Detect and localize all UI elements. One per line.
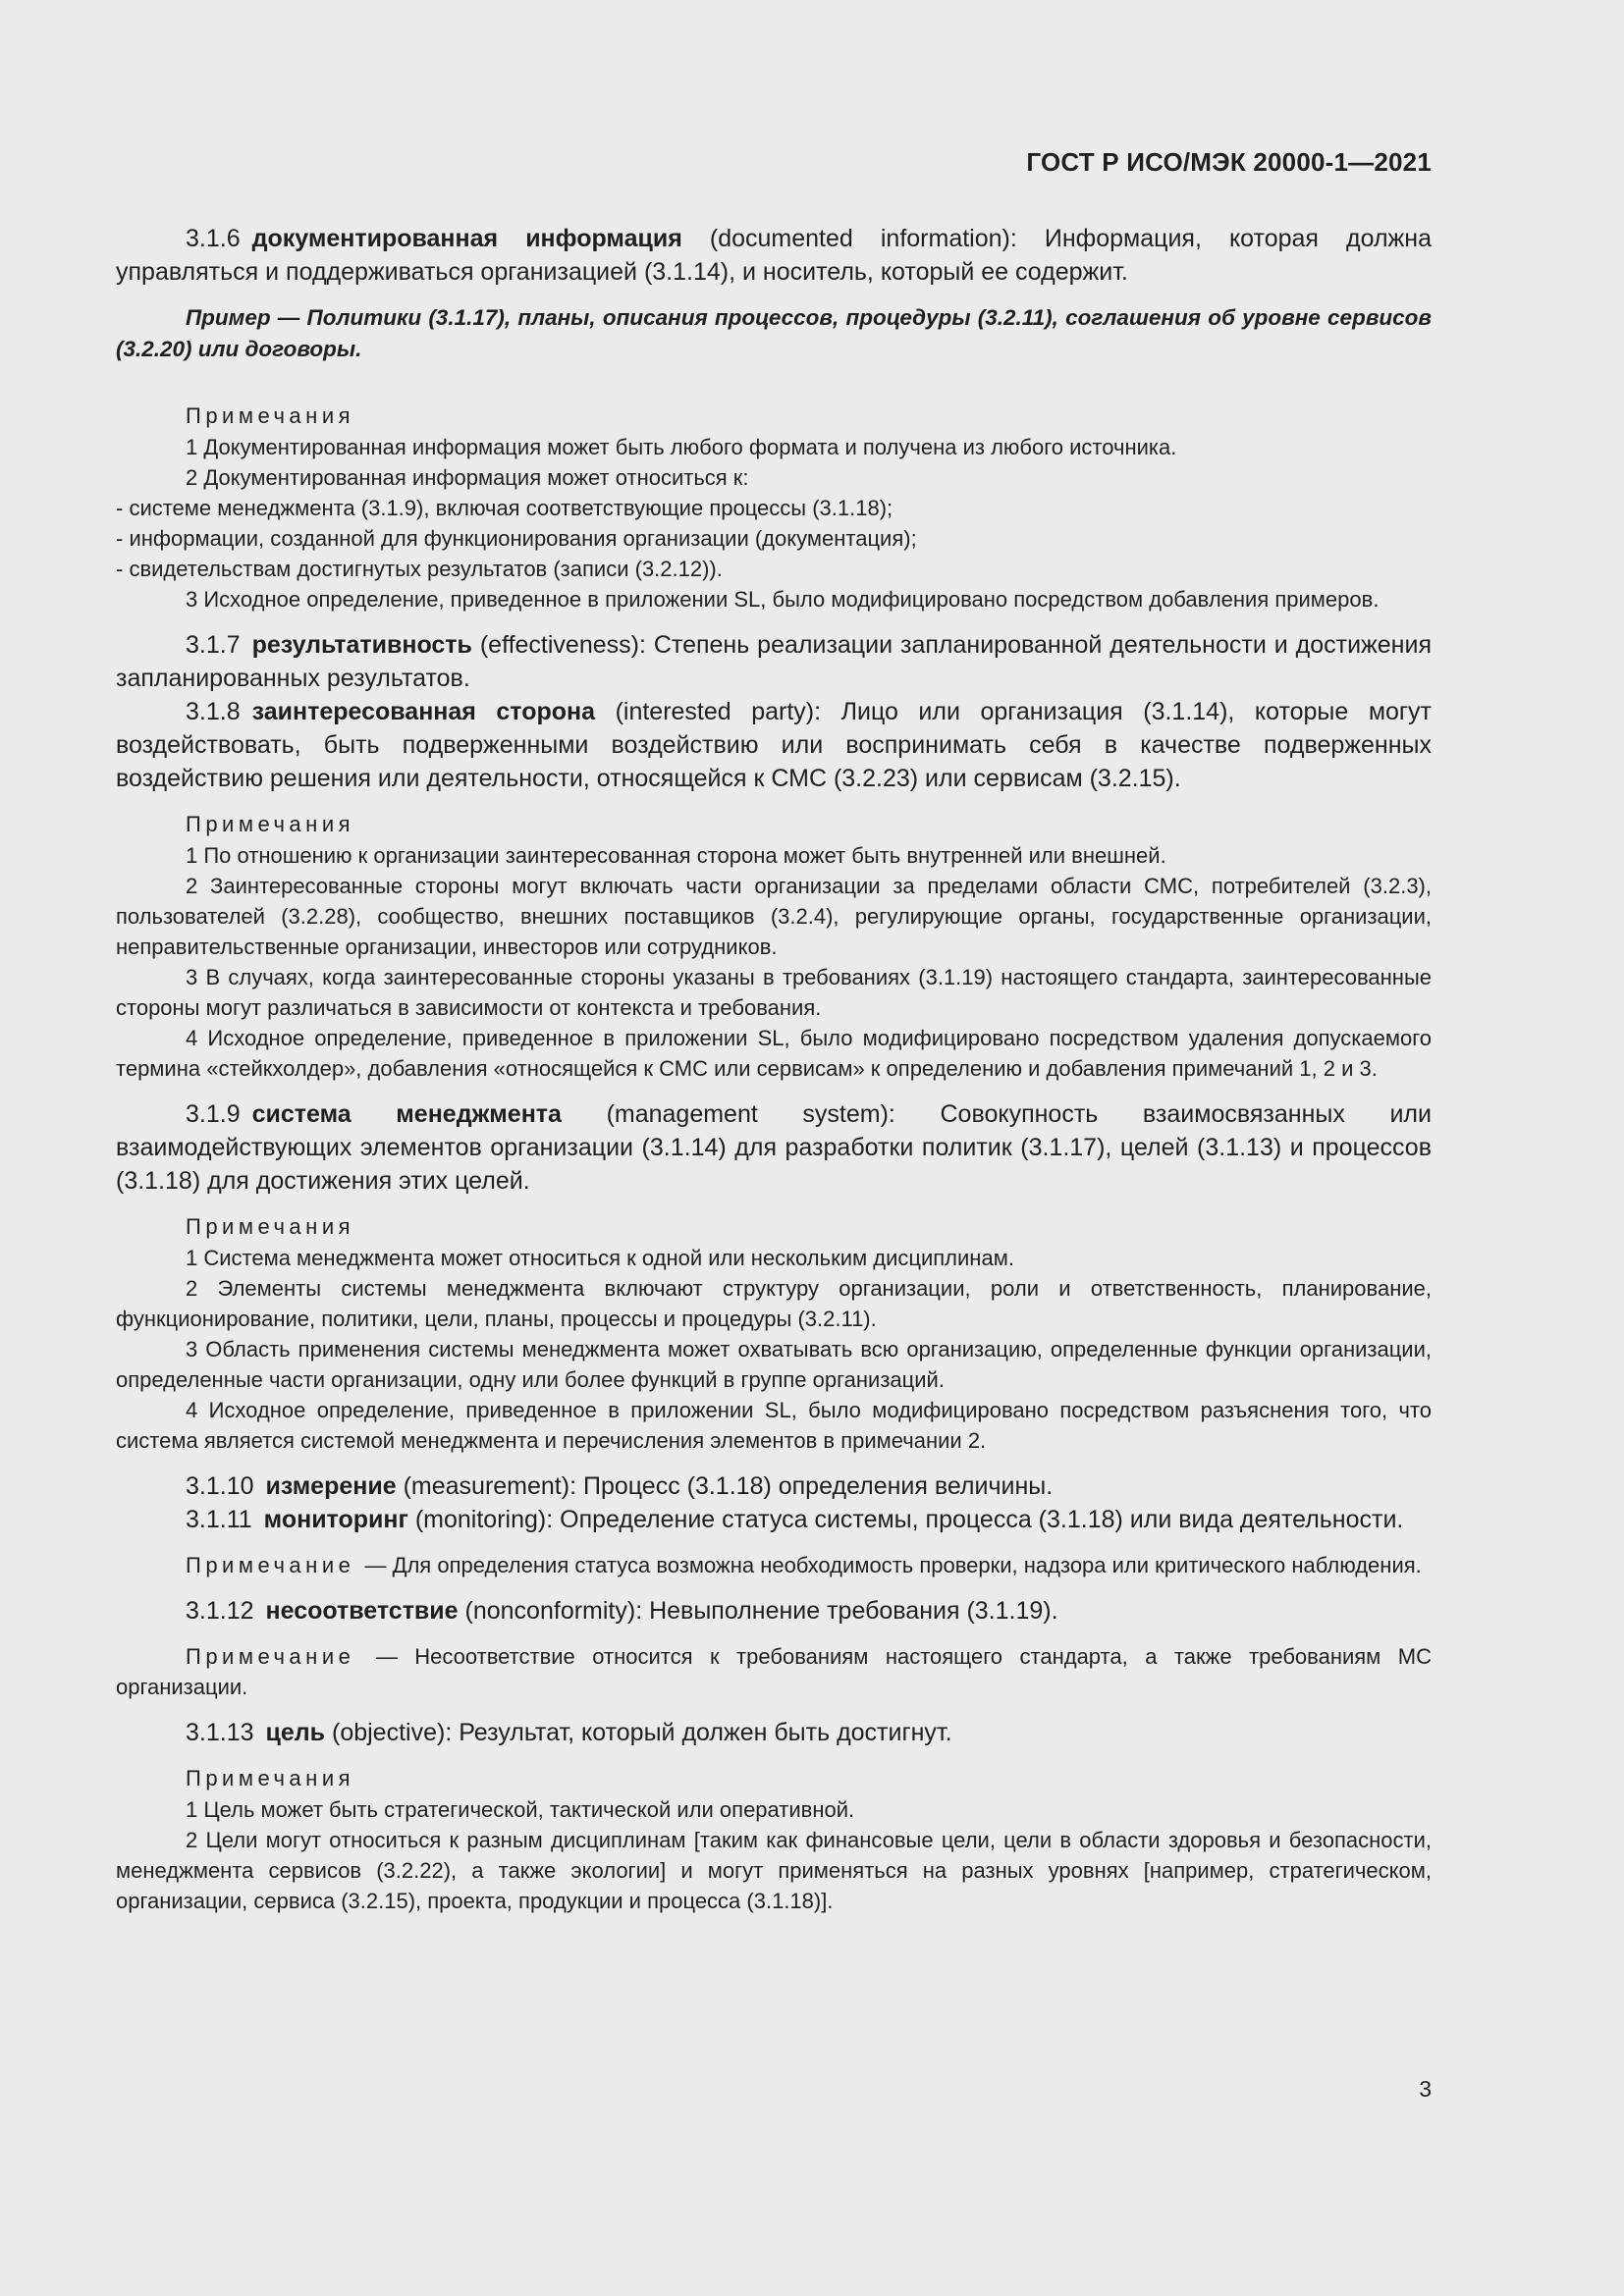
note-line <box>116 1641 1432 1702</box>
term-definition: (interested party): Лицо или организация (3.1.14), которые могут воздействовать, быть подверженными воздействию или воспринимать себя в качестве подверженных воздействию решения или деятельности, относящейся к СМС (3.2.23) или сервисам (3.2.15). <box>116 698 1432 792</box>
term-definition: (effectiveness): Степень реализации запланированной деятельности и достижения запланированных результатов. <box>116 631 1432 692</box>
notes-3-1-8 <box>116 809 1432 1084</box>
term-name: несоответствие <box>265 1597 459 1625</box>
term-name: документированная информация <box>251 225 682 252</box>
note-3-1-12 <box>116 1641 1432 1702</box>
term-name: мониторинг <box>263 1506 408 1533</box>
note-line: - информации, созданной для функционирования организации (документация); <box>116 526 917 551</box>
note-line: 1 Система менеджмента может относиться к одной или нескольким дисциплинам. <box>186 1246 1014 1270</box>
note-line: 1 Документированная информация может быть любого формата и получена из любого источника. <box>186 435 1177 459</box>
term-3-1-10 <box>116 1469 1432 1503</box>
note-text: — Для определения статуса возможна необходимость проверки, надзора или критического наблюдения. <box>358 1553 1422 1577</box>
term-definition: (objective): Результат, который должен быть достигнут. <box>325 1719 952 1746</box>
note-label: Примечание <box>186 1553 355 1577</box>
term-3-1-13 <box>116 1716 1432 1749</box>
term-3-1-11 <box>116 1503 1432 1536</box>
note-line: 2 Документированная информация может относиться к: <box>186 465 749 490</box>
notes-3-1-13 <box>116 1763 1432 1916</box>
notes-heading: Примечания <box>186 403 355 428</box>
note-line: 2 Цели могут относиться к разным дисциплинам [таким как финансовые цели, цели в области здоровья и безопасности, менеджмента сервисов (3.2.22), а также экологии] и могут применяться на разных уровнях [например, стратегическом, организации, сервиса (3.2.15), проекта, продукции и процесса (3.1.18)]. <box>116 1828 1432 1913</box>
note-line: - системе менеджмента (3.1.9), включая соответствующие процессы (3.1.18); <box>116 496 893 520</box>
example-3-1-6: Пример — Политики (3.1.17), планы, описания процессов, процедуры (3.2.11), соглашения об уровне сервисов (3.2.20) или договоры. <box>116 305 1432 361</box>
note-line: 1 Цель может быть стратегической, тактической или оперативной. <box>186 1797 855 1822</box>
notes-3-1-6 <box>116 400 1432 614</box>
term-number: 3.1.11 <box>186 1506 252 1533</box>
notes-heading: Примечания <box>186 1766 355 1790</box>
note-line <box>116 1550 1432 1580</box>
term-definition: (management system): Совокупность взаимосвязанных или взаимодействующих элементов организации (3.1.14) для разработки политик (3.1.17), целей (3.1.13) и процессов (3.1.18) для достижения этих целей. <box>116 1100 1432 1195</box>
notes-heading: Примечания <box>186 812 355 836</box>
term-number: 3.1.10 <box>186 1472 254 1500</box>
notes-3-1-9 <box>116 1211 1432 1456</box>
term-3-1-8 <box>116 695 1432 795</box>
note-3-1-11 <box>116 1550 1432 1580</box>
note-label: Примечание <box>186 1644 355 1669</box>
notes-heading: Примечания <box>186 1214 355 1239</box>
term-name: заинтересованная сторона <box>251 698 596 725</box>
document-content <box>116 222 1432 1930</box>
note-line: 2 Заинтересованные стороны могут включать части организации за пределами области СМС, потребителей (3.2.3), пользователей (3.2.28), сообщество, внешних поставщиков (3.2.4), регулирующие органы, государственные организации, неправительственные организации, инвесторов или сотрудников. <box>116 874 1432 959</box>
note-line: 4 Исходное определение, приведенное в приложении SL, было модифицировано посредством разъяснения того, что система является системой менеджмента и перечисления элементов в примечании 2. <box>116 1398 1432 1453</box>
note-line: 2 Элементы системы менеджмента включают структуру организации, роли и ответственность, планирование, функционирование, политики, цели, планы, процессы и процедуры (3.2.11). <box>116 1276 1432 1331</box>
term-definition: (documented information): Информация, которая должна управляться и поддерживаться организацией (3.1.14), и носитель, который ее содержит. <box>116 225 1432 286</box>
term-definition: (nonconformity): Невыполнение требования (3.1.19). <box>458 1597 1058 1625</box>
note-line: 3 В случаях, когда заинтересованные стороны указаны в требованиях (3.1.19) настоящего стандарта, заинтересованные стороны могут различаться в зависимости от контекста и требования. <box>116 965 1432 1020</box>
term-3-1-6 <box>116 222 1432 289</box>
term-3-1-12 <box>116 1594 1432 1628</box>
term-number: 3.1.9 <box>186 1100 241 1128</box>
page-number: 3 <box>1419 2076 1432 2102</box>
note-line: 1 По отношению к организации заинтересованная сторона может быть внутренней или внешней. <box>186 843 1166 868</box>
document-header: ГОСТ Р ИСО/МЭК 20000-1—2021 <box>1026 147 1432 177</box>
note-line: 4 Исходное определение, приведенное в приложении SL, было модифицировано посредством удаления допускаемого термина «стейкхолдер», добавления «относящейся к СМС или сервисам» к определению и добавления примечаний 1, 2 и 3. <box>116 1026 1432 1081</box>
term-number: 3.1.8 <box>186 698 241 725</box>
term-name: цель <box>265 1719 326 1746</box>
term-number: 3.1.6 <box>186 225 241 252</box>
note-line: - свидетельствам достигнутых результатов (записи (3.2.12)). <box>116 557 723 581</box>
document-page <box>116 0 1432 2296</box>
term-number: 3.1.7 <box>186 631 241 659</box>
note-line: 3 Исходное определение, приведенное в приложении SL, было модифицировано посредством добавления примеров. <box>186 587 1380 612</box>
term-name: измерение <box>265 1472 397 1500</box>
term-3-1-9 <box>116 1097 1432 1198</box>
term-name: результативность <box>251 631 472 659</box>
term-3-1-7 <box>116 628 1432 695</box>
term-number: 3.1.12 <box>186 1597 254 1625</box>
term-definition: (monitoring): Определение статуса системы, процесса (3.1.18) или вида деятельности. <box>407 1506 1404 1533</box>
term-number: 3.1.13 <box>186 1719 254 1746</box>
term-definition: (measurement): Процесс (3.1.18) определения величины. <box>396 1472 1054 1500</box>
note-text: — Несоответствие относится к требованиям настоящего стандарта, а также требованиям МС организации. <box>116 1644 1432 1699</box>
term-name: система менеджмента <box>251 1100 562 1128</box>
note-line: 3 Область применения системы менеджмента может охватывать всю организацию, определенные функции организации, определенные части организации, одну или более функций в группе организаций. <box>116 1337 1432 1392</box>
